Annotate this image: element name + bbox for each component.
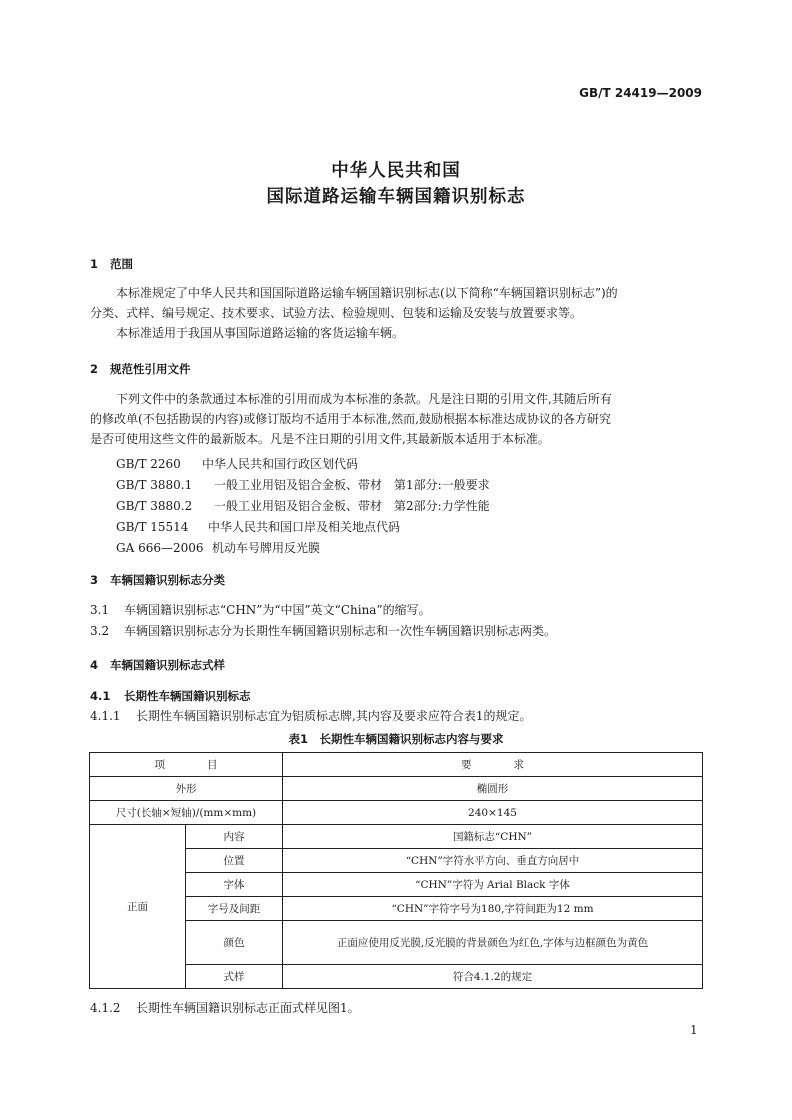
section-3-heading bbox=[90, 572, 225, 588]
row-value: 符合4.1.2的规定 bbox=[283, 965, 703, 989]
row-label: 式样 bbox=[186, 965, 283, 989]
clause-title: 长期性车辆国籍识别标志 bbox=[124, 689, 251, 703]
row-label: 外形 bbox=[90, 777, 283, 801]
reference-code: GB/T 3880.2 bbox=[116, 499, 193, 513]
section-number: 3 bbox=[90, 573, 99, 587]
clause-number: 3.2 bbox=[90, 624, 110, 638]
table-header-row bbox=[90, 753, 703, 777]
reference-title: 中华人民共和国行政区划代码 bbox=[202, 457, 359, 471]
reference-code: GA 666—2006 bbox=[116, 541, 204, 555]
header-item: 项 目 bbox=[90, 753, 283, 777]
row-value: “CHN”字符为 Arial Black 字体 bbox=[283, 873, 703, 897]
section-title: 规范性引用文件 bbox=[110, 362, 191, 376]
document-id: GB/T 24419—2009 bbox=[579, 86, 702, 100]
section-title: 范围 bbox=[110, 257, 133, 271]
clause-4-1-2 bbox=[90, 1001, 360, 1015]
row-label: 位置 bbox=[186, 849, 283, 873]
reference-item bbox=[116, 497, 490, 514]
section-number: 2 bbox=[90, 362, 99, 376]
clause-text: 长期性车辆国籍识别标志宜为铝质标志牌,其内容及要求应符合表1的规定。 bbox=[136, 709, 532, 723]
row-value: 正面应使用反光膜,反光膜的背景颜色为红色,字体与边框颜色为黄色 bbox=[283, 921, 703, 965]
reference-title: 机动车号牌用反光膜 bbox=[212, 541, 321, 555]
row-label: 字体 bbox=[186, 873, 283, 897]
reference-item bbox=[116, 476, 490, 493]
row-label: 字号及间距 bbox=[186, 897, 283, 921]
page-number: 1 bbox=[690, 1023, 698, 1037]
section-1-paragraph-2: 本标准适用于我国从事国际道路运输的客货运输车辆。 bbox=[116, 326, 405, 340]
section-number: 1 bbox=[90, 257, 99, 271]
clause-4-1-heading bbox=[90, 688, 251, 704]
section-2-heading bbox=[90, 361, 191, 377]
section-2-paragraph-line-1: 下列文件中的条款通过本标准的引用而成为本标准的条款。凡是注日期的引用文件,其随后所有 bbox=[116, 392, 612, 406]
clause-text: 车辆国籍识别标志分为长期性车辆国籍识别标志和一次性车辆国籍识别标志两类。 bbox=[124, 624, 557, 638]
front-group-label: 正面 bbox=[90, 825, 186, 989]
section-1-heading bbox=[90, 256, 133, 272]
section-title: 车辆国籍识别标志式样 bbox=[110, 658, 225, 672]
title-line-1: 中华人民共和国 bbox=[331, 161, 461, 181]
row-value: “CHN”字符字号为180,字符间距为12 mm bbox=[283, 897, 703, 921]
row-label: 尺寸(长轴×短轴)/(mm×mm) bbox=[90, 801, 283, 825]
clause-3-1 bbox=[90, 603, 431, 617]
row-value: 国籍标志“CHN” bbox=[283, 825, 703, 849]
table-row bbox=[90, 777, 703, 801]
section-2-paragraph-line-2: 的修改单(不包括勘误的内容)或修订版均不适用于本标准,然而,鼓励根据本标准达成协议的各方研究 bbox=[90, 412, 611, 426]
clause-text: 车辆国籍识别标志“CHN”为“中国”英文“China”的缩写。 bbox=[124, 603, 431, 617]
reference-code: GB/T 3880.1 bbox=[116, 478, 193, 492]
row-label: 内容 bbox=[186, 825, 283, 849]
table-row bbox=[90, 825, 703, 849]
spec-table bbox=[89, 752, 703, 989]
row-label: 颜色 bbox=[186, 921, 283, 965]
row-value: 椭圆形 bbox=[283, 777, 703, 801]
clause-4-1-1 bbox=[90, 709, 531, 723]
section-number: 4 bbox=[90, 658, 99, 672]
table-row bbox=[90, 801, 703, 825]
clause-3-2 bbox=[90, 624, 556, 638]
reference-item bbox=[116, 518, 400, 535]
reference-item bbox=[116, 455, 358, 472]
section-title: 车辆国籍识别标志分类 bbox=[110, 573, 225, 587]
reference-title: 一般工业用铝及铝合金板、带材 第2部分:力学性能 bbox=[214, 499, 490, 513]
clause-number: 4.1.2 bbox=[90, 1001, 121, 1015]
table-caption: 表1 长期性车辆国籍识别标志内容与要求 bbox=[288, 732, 504, 746]
section-4-heading bbox=[90, 657, 225, 673]
clause-number: 3.1 bbox=[90, 603, 110, 617]
row-value: “CHN”字符水平方向、垂直方向居中 bbox=[283, 849, 703, 873]
reference-title: 中华人民共和国口岸及相关地点代码 bbox=[208, 520, 401, 534]
section-2-paragraph-line-3: 是否可使用这些文件的最新版本。凡是不注日期的引用文件,其最新版本适用于本标准。 bbox=[90, 432, 550, 446]
section-1-paragraph-1-line-2: 分类、式样、编号规定、技术要求、试验方法、检验规则、包装和运输及安装与放置要求等。 bbox=[90, 306, 583, 320]
reference-code: GB/T 15514 bbox=[116, 520, 189, 534]
reference-code: GB/T 2260 bbox=[116, 457, 181, 471]
header-requirement: 要 求 bbox=[283, 753, 703, 777]
section-1-paragraph-1-line-1: 本标准规定了中华人民共和国国际道路运输车辆国籍识别标志(以下简称“车辆国籍识别标志”)的 bbox=[116, 286, 618, 300]
row-value: 240×145 bbox=[283, 801, 703, 825]
clause-number: 4.1.1 bbox=[90, 709, 121, 723]
clause-text: 长期性车辆国籍识别标志正面式样见图1。 bbox=[136, 1001, 360, 1015]
reference-item bbox=[116, 539, 320, 556]
clause-number: 4.1 bbox=[90, 689, 111, 703]
reference-title: 一般工业用铝及铝合金板、带材 第1部分:一般要求 bbox=[214, 478, 490, 492]
title-line-2: 国际道路运输车辆国籍识别标志 bbox=[266, 187, 526, 207]
